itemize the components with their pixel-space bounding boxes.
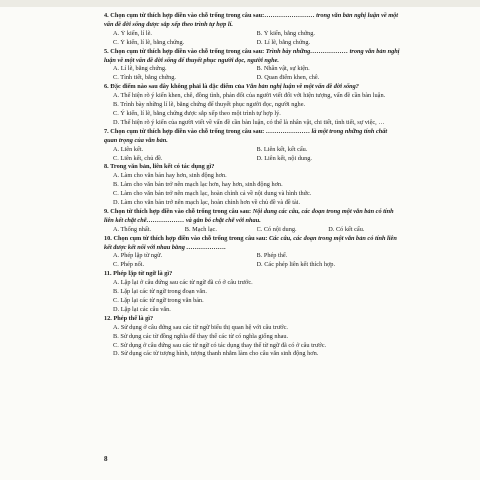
answer-option: A. Phép lặp từ ngữ. bbox=[113, 252, 163, 260]
question-stem-emphasis: Nội dung các câu, các đoạn trong một văn bản có tính liên kết chặt chẽ……………… và gắn bó chặt chẽ với nhau. bbox=[104, 207, 394, 224]
answer-option: C. Lặp lại các từ ngữ trong văn bản. bbox=[113, 297, 204, 304]
answer-options bbox=[104, 146, 400, 164]
question-stem-text: 12. Phép thế là gì? bbox=[104, 314, 154, 322]
answer-option: D. Sử dụng các từ tượng hình, tượng thanh nhằm làm cho câu văn sinh động hơn. bbox=[113, 350, 319, 358]
question-stem bbox=[104, 48, 400, 66]
question-stem bbox=[104, 208, 400, 226]
question-block bbox=[104, 235, 400, 271]
answer-options bbox=[104, 30, 400, 48]
answer-option: A. Lặp lại ở câu đứng sau các từ ngữ đã có ở câu trước. bbox=[113, 279, 253, 287]
question-block bbox=[104, 128, 400, 164]
question-block bbox=[104, 270, 400, 315]
answer-option: B. Lặp lại các từ ngữ trong đoạn văn. bbox=[113, 288, 207, 296]
answer-option: C. Liên kết, chủ đề. bbox=[113, 154, 163, 162]
answer-option: D. Các phép liên kết thích hợp. bbox=[256, 261, 336, 269]
page-number: 8 bbox=[104, 455, 108, 463]
question-stem-text: 6. Đặc điểm nào sau đây không phải là đặc điểm của bbox=[104, 83, 246, 91]
answer-option: C. Ý kiến, lí lẽ, bằng chứng được sắp xếp theo một trình tự hợp lý. bbox=[113, 109, 281, 117]
answer-option: C. Có nội dung. bbox=[256, 225, 297, 233]
question-block bbox=[104, 12, 400, 48]
answer-option: B. Liên kết, kết cấu. bbox=[256, 145, 308, 153]
question-stem-emphasis: Trình bày những……………… trong văn bản nghị luận về một vấn đề đời sống để thuyết phục người đọc, người nghe. bbox=[104, 47, 400, 64]
answer-option: D. Liên kết, nội dung. bbox=[256, 154, 312, 162]
answer-options bbox=[104, 252, 400, 270]
answer-option: B. Phép thế. bbox=[256, 252, 288, 260]
answer-options bbox=[104, 92, 400, 128]
answer-option: A. Làm cho văn bản hay hơn, sinh động hơn. bbox=[113, 172, 227, 180]
answer-option: A. Liên kết. bbox=[113, 145, 144, 153]
question-stem-text: 9. Chọn từ thích hợp điền vào chỗ trống trong câu sau: bbox=[104, 207, 253, 215]
answer-option: A. Thể hiện rõ ý kiến khen, chê, đồng tình, phản đối của người viết đối với hiện tượng, vấn đề cần bàn luận. bbox=[113, 92, 386, 100]
question-stem-text: 10. Chọn cụm từ thích hợp điền vào chỗ trống trong câu sau: bbox=[104, 234, 269, 242]
question-block bbox=[104, 315, 400, 360]
question-block bbox=[104, 163, 400, 208]
answer-option: C. Làm cho văn bản trở nên mạch lạc, hoàn chỉnh cả về nội dung và hình thức. bbox=[113, 190, 312, 198]
answer-option: C. Sử dụng ở câu đứng sau các từ ngữ có tác dụng thay thế từ ngữ đã có ở câu trước. bbox=[113, 341, 327, 349]
question-stem-text: 7. Chọn cụm từ thích hợp điền vào chỗ trống trong câu sau: ………………… bbox=[104, 127, 312, 135]
answer-option: D. Có kết cấu. bbox=[328, 225, 365, 233]
answer-option: D. Lặp lại các câu văn. bbox=[113, 305, 171, 313]
question-stem bbox=[104, 163, 400, 172]
answer-options bbox=[104, 279, 400, 315]
question-stem-emphasis: là một trong những tính chất quan trọng của văn bản. bbox=[104, 127, 388, 144]
answer-option: D. Lí lẽ, bằng chứng. bbox=[256, 38, 311, 46]
question-stem-text: 5. Chọn cụm từ thích hợp điền vào chỗ trống trong câu sau: bbox=[104, 47, 266, 55]
answer-option: D. Thể hiện rõ ý kiến của người viết về vấn đề cần bàn luận, có thể là nhân vật, chi tiết, tình tiết, sự việc, … bbox=[113, 118, 385, 126]
answer-options bbox=[104, 65, 400, 83]
answer-option: B. Trình bày những lí lẽ, bằng chứng để thuyết phục người đọc, người nghe. bbox=[113, 101, 306, 109]
answer-options bbox=[104, 226, 400, 235]
answer-option: C. Phép nối. bbox=[113, 261, 145, 269]
answer-option: A. Thống nhất. bbox=[113, 225, 152, 233]
answer-option: D. Quan điểm khen, chê. bbox=[256, 74, 320, 82]
answer-option: C. Ý kiến, lí lẽ, bằng chứng. bbox=[113, 38, 185, 46]
question-stem bbox=[104, 83, 400, 92]
question-stem bbox=[104, 12, 400, 30]
question-stem bbox=[104, 128, 400, 146]
answer-option: B. Nhân vật, sự kiện. bbox=[256, 65, 310, 73]
question-stem bbox=[104, 270, 400, 279]
answer-option: B. Mạch lạc. bbox=[184, 225, 217, 233]
question-stem-text: 11. Phép lặp từ ngữ là gì? bbox=[104, 270, 173, 278]
question-block bbox=[104, 208, 400, 235]
answer-option: B. Sử dụng các từ đồng nghĩa để thay thế các từ có nghĩa giống nhau. bbox=[113, 332, 289, 340]
question-stem-text: 4. Chọn cụm từ thích hợp điền vào chỗ trống trong câu sau:…………………… bbox=[104, 12, 317, 19]
answer-option: B. Làm cho văn bản trở nên mạch lạc hơn, hay hơn, sinh động hơn. bbox=[113, 181, 283, 189]
question-block bbox=[104, 83, 400, 128]
answer-option: A. Sử dụng ở câu đứng sau các từ ngữ biểu thị quan hệ với câu trước. bbox=[113, 323, 288, 331]
question-stem bbox=[104, 235, 400, 253]
answer-option: D. Làm cho văn bản trở nên mạch lạc, hoàn chỉnh hơn về chủ đề và đề tài. bbox=[113, 199, 301, 207]
answer-options bbox=[104, 172, 400, 208]
question-stem-emphasis: trong văn bản nghị luận về một vấn đề đời sống được sắp xếp theo trình tự hợp lí. bbox=[104, 12, 399, 28]
answer-option: A. Ý kiến, lí lẽ. bbox=[113, 29, 152, 37]
question-stem-text: 8. Trong văn bản, liên kết có tác dụng gì? bbox=[104, 163, 215, 171]
question-stem bbox=[104, 315, 400, 324]
answer-option: B. Ý kiến, bằng chứng. bbox=[256, 29, 316, 37]
question-stem-emphasis: Các câu, các đoạn trong một văn bản có tính liên kết được kết nối với nhau bằng ………………. bbox=[104, 234, 397, 251]
question-stem-emphasis: Văn bản nghị luận về một vấn đề đời sống? bbox=[245, 83, 359, 91]
answer-options bbox=[104, 324, 400, 360]
question-block bbox=[104, 48, 400, 84]
answer-option: C. Tình tiết, bằng chứng. bbox=[113, 74, 176, 82]
page-top-strip bbox=[0, 0, 480, 7]
question-list bbox=[104, 12, 400, 359]
answer-option: A. Lí lẽ, bằng chứng. bbox=[113, 65, 167, 73]
